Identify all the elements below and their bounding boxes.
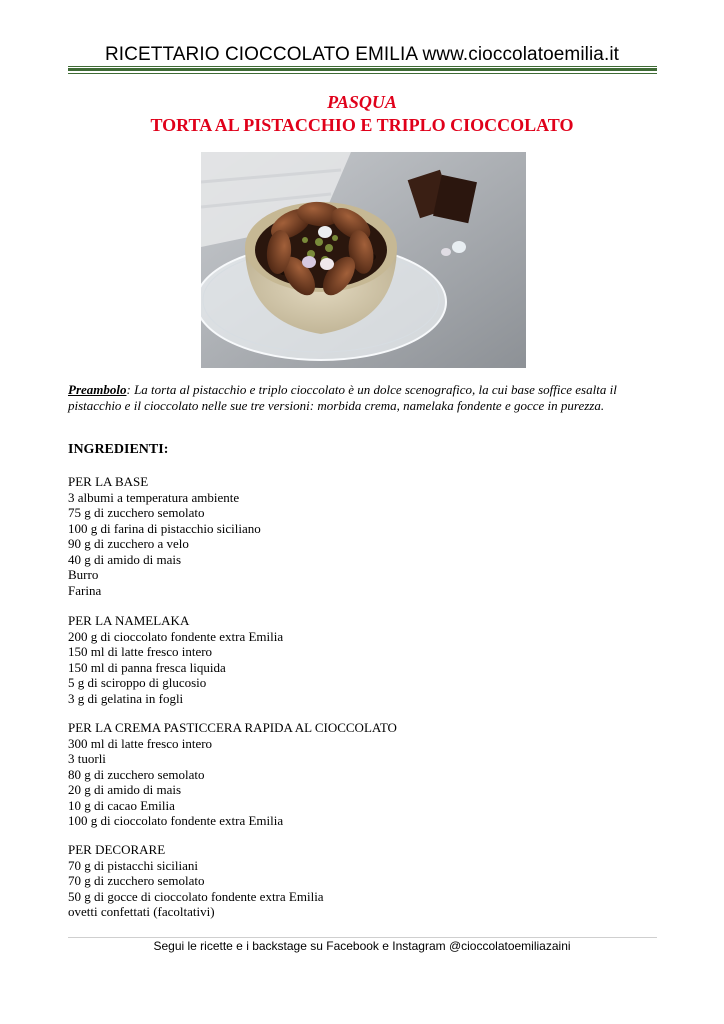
ingredient-item: 70 g di pistacchi siciliani [68,857,198,873]
preamble-text: : La torta al pistacchio e triplo cioccolato è un dolce scenografico, la cui base soffice esalta il pistacchio e il cioccolato nelle sue tre versioni: morbida crema, namelaka fondente e gocce in purezza. [68,382,617,413]
ingredient-item: 80 g di zucchero semolato [68,766,205,782]
ingredient-item: 100 g di cioccolato fondente extra Emilia [68,813,284,828]
ingredient-group-base [68,474,261,598]
header-divider-lower [68,73,657,74]
group-title: PER LA CREMA PASTICCERA RAPIDA AL CIOCCOLATO [68,720,397,735]
recipe-title: TORTA AL PISTACCHIO E TRIPLO CIOCCOLATO [150,115,574,135]
ingredient-group-crema [68,720,397,829]
ingredient-item: 300 ml di latte fresco intero [68,735,213,751]
ingredient-group-decorare [68,842,324,920]
ingredient-item: 5 g di sciroppo di glucosio [68,675,207,690]
ingredient-item: 10 g di cacao Emilia [68,797,175,813]
ingredient-item: ovetti confettati (facoltativi) [68,904,215,919]
group-title: PER LA NAMELAKA [68,613,190,628]
footer-divider [68,937,657,938]
ingredient-item: 3 tuorli [68,751,106,766]
ingredient-item: 40 g di amido di mais [68,551,182,567]
ingredient-item: Burro [68,567,99,582]
ingredient-item: 100 g di farina di pistacchio siciliano [68,520,261,536]
footer-text: Segui le ricette e i backstage su Facebook e Instagram @cioccolatoemiliazaini [153,939,571,953]
cake-photo [201,152,526,368]
group-title: PER DECORARE [68,842,166,857]
ingredient-item: Farina [68,582,102,598]
section-title: PASQUA [327,92,397,112]
ingredient-item: 3 albumi a temperatura ambiente [68,489,240,505]
preamble-label: Preambolo [68,382,127,397]
ingredient-item: 20 g di amido di mais [68,782,182,797]
ingredient-item: 50 g di gocce di cioccolato fondente extra Emilia [68,888,324,904]
preamble [68,382,658,414]
ingredient-item: 75 g di zucchero semolato [68,505,205,520]
ingredients-heading: INGREDIENTI: [68,442,169,457]
header-divider-thick [68,68,657,71]
ingredient-item: 150 ml di panna fresca liquida [68,659,226,675]
ingredient-item: 3 g di gelatina in fogli [68,690,184,706]
ingredient-item: 90 g di zucchero a velo [68,536,189,551]
ingredient-item: 200 g di cioccolato fondente extra Emilia [68,628,284,644]
header-title: RICETTARIO CIOCCOLATO EMILIA www.cioccolatoemilia.it [104,44,620,65]
ingredient-item: 70 g di zucchero semolato [68,873,205,888]
group-title: PER LA BASE [68,474,149,489]
ingredient-item: 150 ml di latte fresco intero [68,644,213,659]
header-divider [68,66,657,67]
ingredient-group-namelaka [68,613,283,706]
